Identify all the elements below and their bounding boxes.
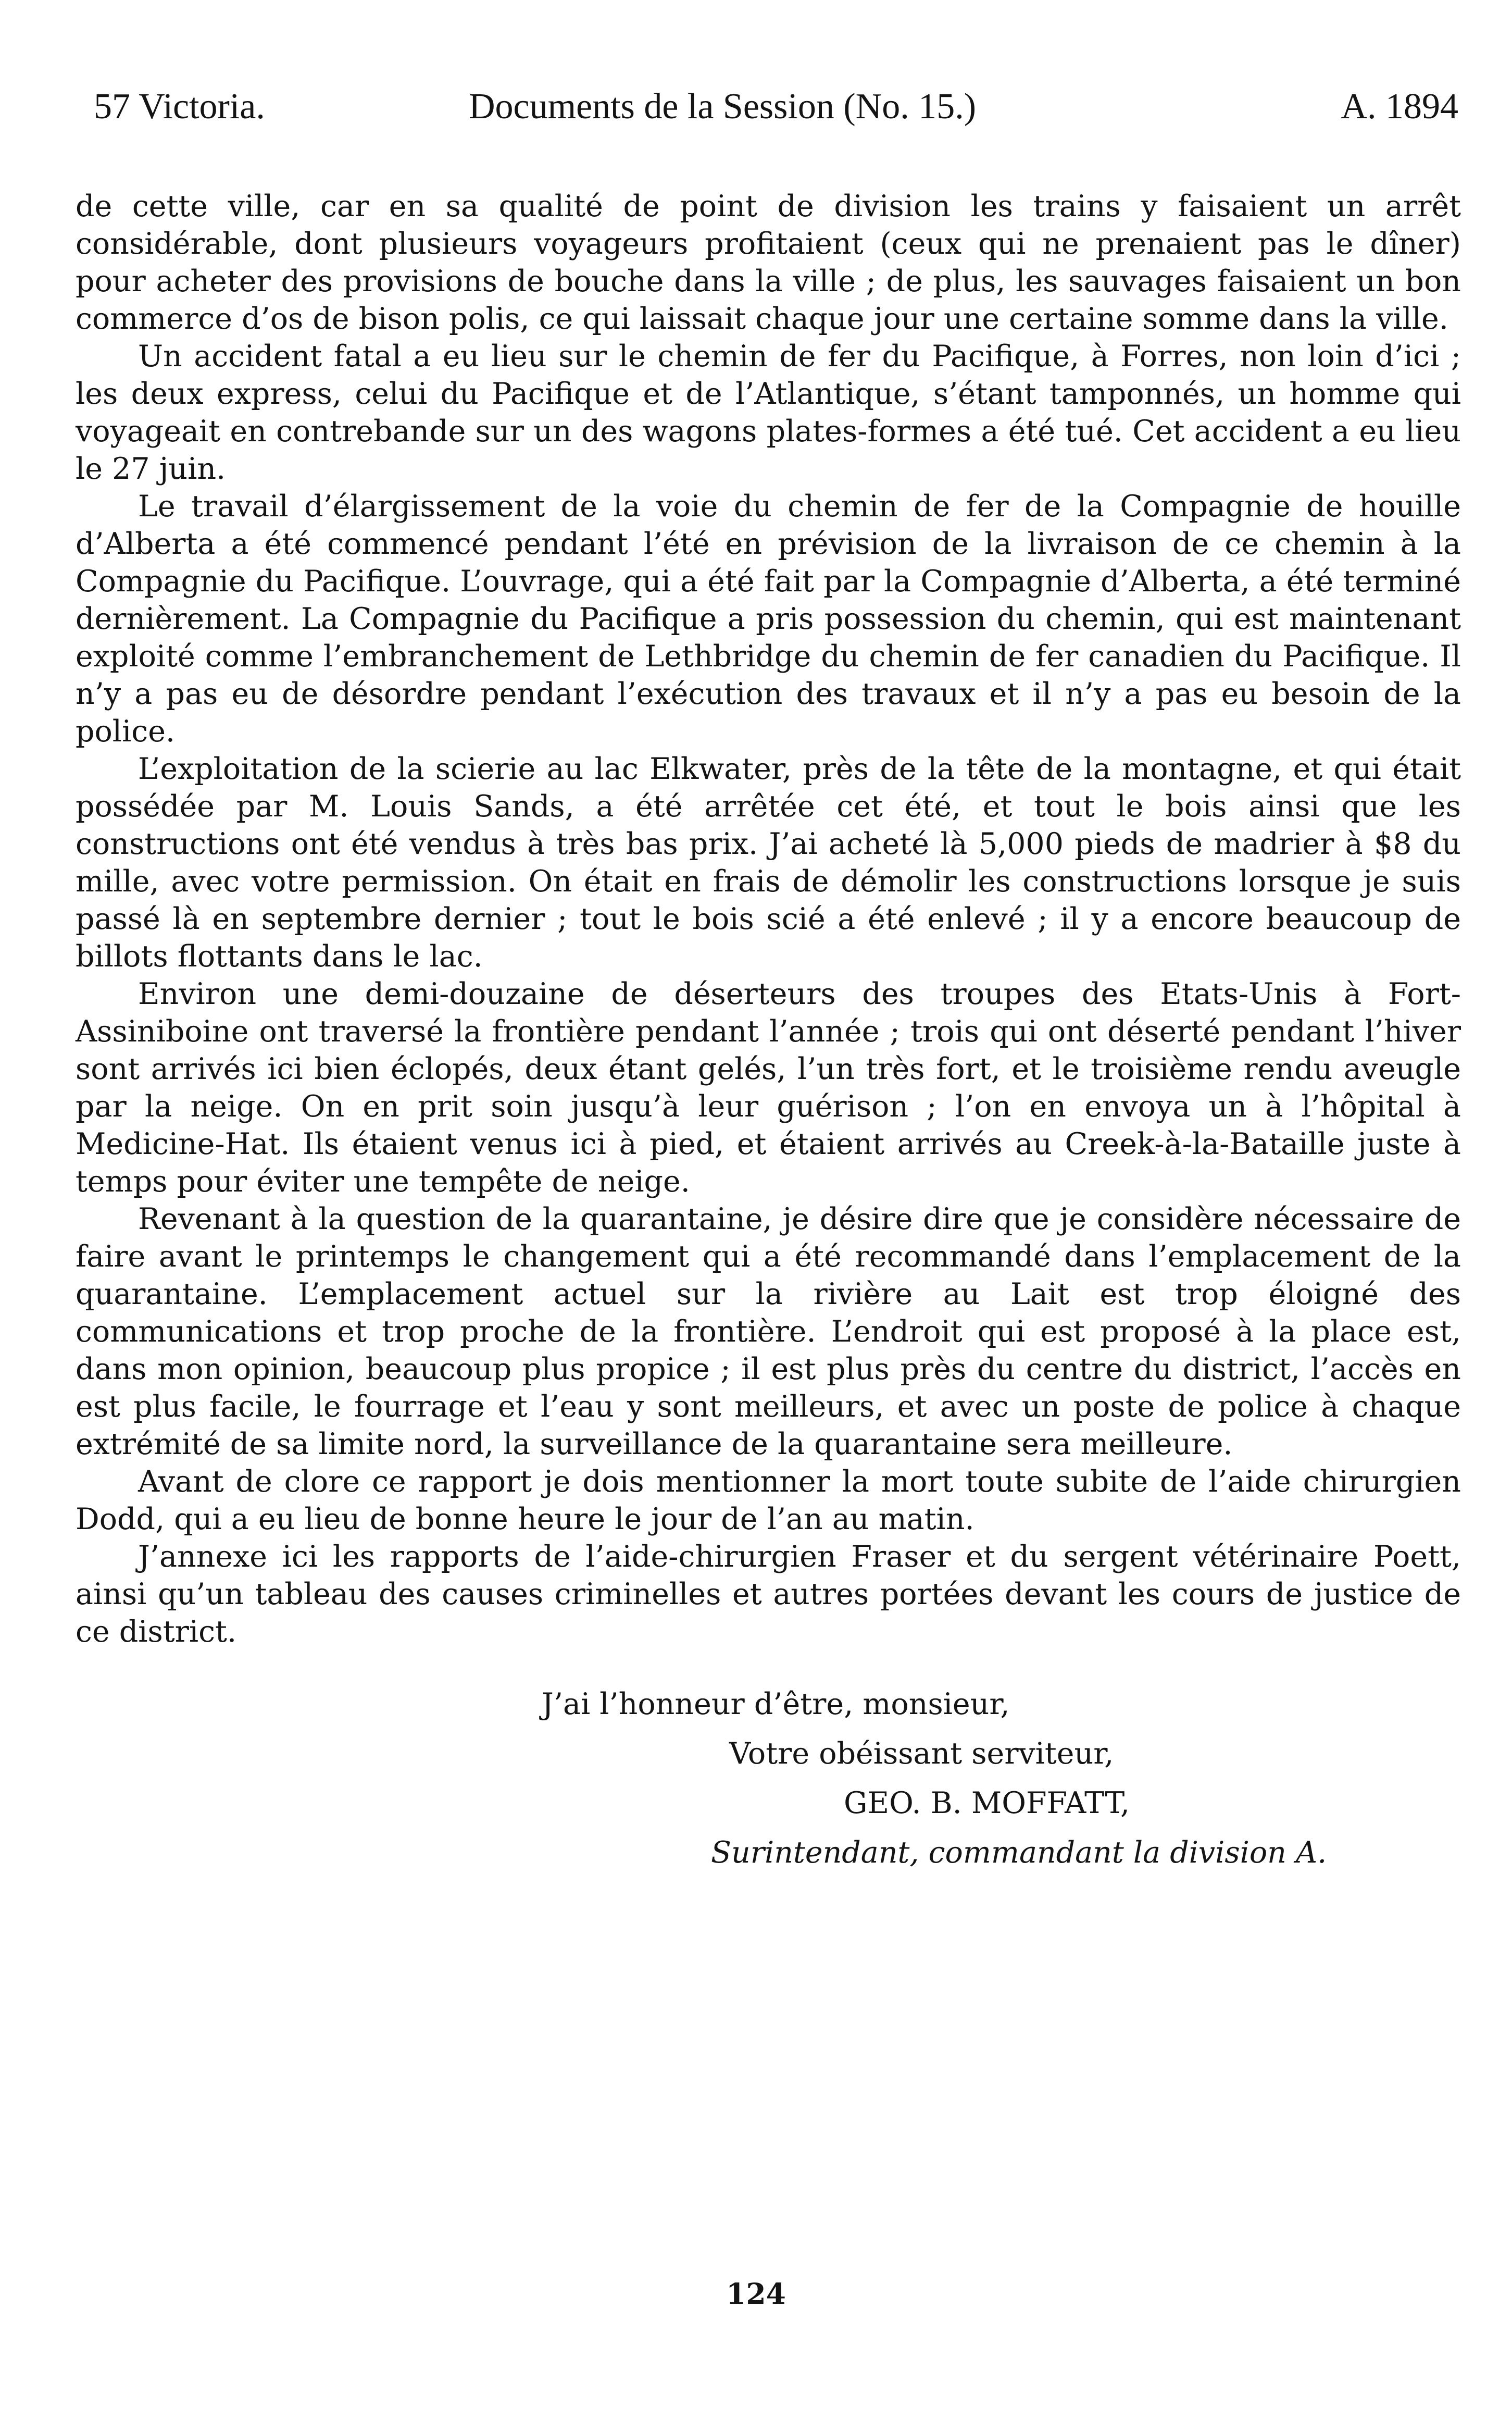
signature-name: GEO. B. MOFFATT,: [844, 1786, 1130, 1820]
paragraph-annex: J’annexe ici les rapports de l’aide-chirurgien Fraser et du sergent vétérinaire Poett, ainsi qu’un tableau des causes criminelles et autres portées devant les cours de justice de ce district.: [76, 1540, 1461, 1649]
report-body: [76, 188, 1461, 1651]
header-year-code: A. 1894: [1341, 86, 1458, 127]
header-session-year: 57 Victoria.: [94, 86, 265, 127]
paragraph-quarantine: Revenant à la question de la quarantaine, je désire dire que je considère nécessaire de faire avant le printemps le changement qui a été recommandé dans l’emplacement de la quarantaine. L’emplacement actuel sur la rivière au Lait est trop éloigné des communications et trop proche de la frontière. L’endroit qui est proposé à la place est, dans mon opinion, beaucoup plus propice ; il est plus près du centre du district, l’accès en est plus facile, le fourrage et l’eau y sont meilleurs, et avec un poste de police à chaque extrémité de sa limite nord, la surveillance de la quarantaine sera meilleure.: [76, 1202, 1461, 1461]
paragraph-deserters: Environ une demi-douzaine de déserteurs des troupes des Etats-Unis à Fort-Assiniboine ont traversé la frontière pendant l’année ; trois qui ont déserté pendant l’hiver sont arrivés ici bien éclopés, deux étant gelés, l’un très fort, et le troisième rendu aveugle par la neige. On en prit soin jusqu’à leur guérison ; l’on en envoya un à l’hôpital à Medicine-Hat. Ils étaient venus ici à pied, et étaient arrivés au Creek-à-la-Bataille juste à temps pour éviter une tempête de neige.: [76, 977, 1461, 1199]
closing-salutation: J’ai l’honneur d’être, monsieur,: [542, 1687, 1010, 1721]
paragraph-continuation: de cette ville, car en sa qualité de point de division les trains y faisaient un arrêt considérable, dont plusieurs voyageurs profitaient (ceux qui ne prenaient pas le dîner) pour acheter des provisions de bouche dans la ville ; de plus, les sauvages faisaient un bon commerce d’os de bison polis, ce qui laissait chaque jour une certaine somme dans la ville.: [76, 189, 1461, 336]
paragraph-sawmill: L’exploitation de la scierie au lac Elkwater, près de la tête de la montagne, et qui était possédée par M. Louis Sands, a été arrêtée cet été, et tout le bois ainsi que les constructions ont été vendus à très bas prix. J’ai acheté là 5,000 pieds de madrier à $8 du mille, avec votre permission. On était en frais de démolir les constructions lorsque je suis passé là en septembre dernier ; tout le bois scié a été enlevé ; il y a encore beaucoup de billots flottants dans le lac.: [76, 752, 1461, 974]
page-number: 124: [726, 2277, 786, 2311]
signature-title: Surintendant, commandant la division A.: [711, 1835, 1327, 1870]
running-header: [94, 78, 1458, 135]
paragraph-accident: Un accident fatal a eu lieu sur le chemin de fer du Pacifique, à Forres, non loin d’ici ; les deux express, celui du Pacifique et de l’Atlantique, s’étant tamponnés, un homme qui voyageait en contrebande sur un des wagons plates-formes a été tué. Cet accident a eu lieu le 27 juin.: [76, 339, 1461, 486]
header-document-title: Documents de la Session (No. 15.): [469, 86, 977, 127]
paragraph-death-notice: Avant de clore ce rapport je dois mentionner la mort toute subite de l’aide chirurgien Dodd, qui a eu lieu de bonne heure le jour de l’an au matin.: [76, 1465, 1461, 1536]
paragraph-railway-widening: Le travail d’élargissement de la voie du chemin de fer de la Compagnie de houille d’Alberta a été commencé pendant l’été en prévision de la livraison de ce chemin à la Compagnie du Pacifique. L’ouvrage, qui a été fait par la Compagnie d’Alberta, a été terminé dernièrement. La Compagnie du Pacifique a pris possession du chemin, qui est maintenant exploité comme l’embranchement de Lethbridge du chemin de fer canadien du Pacifique. Il n’y a pas eu de désordre pendant l’exécution des travaux et il n’y a pas eu besoin de la police.: [76, 489, 1461, 749]
closing-servant: Votre obéissant serviteur,: [729, 1736, 1114, 1771]
